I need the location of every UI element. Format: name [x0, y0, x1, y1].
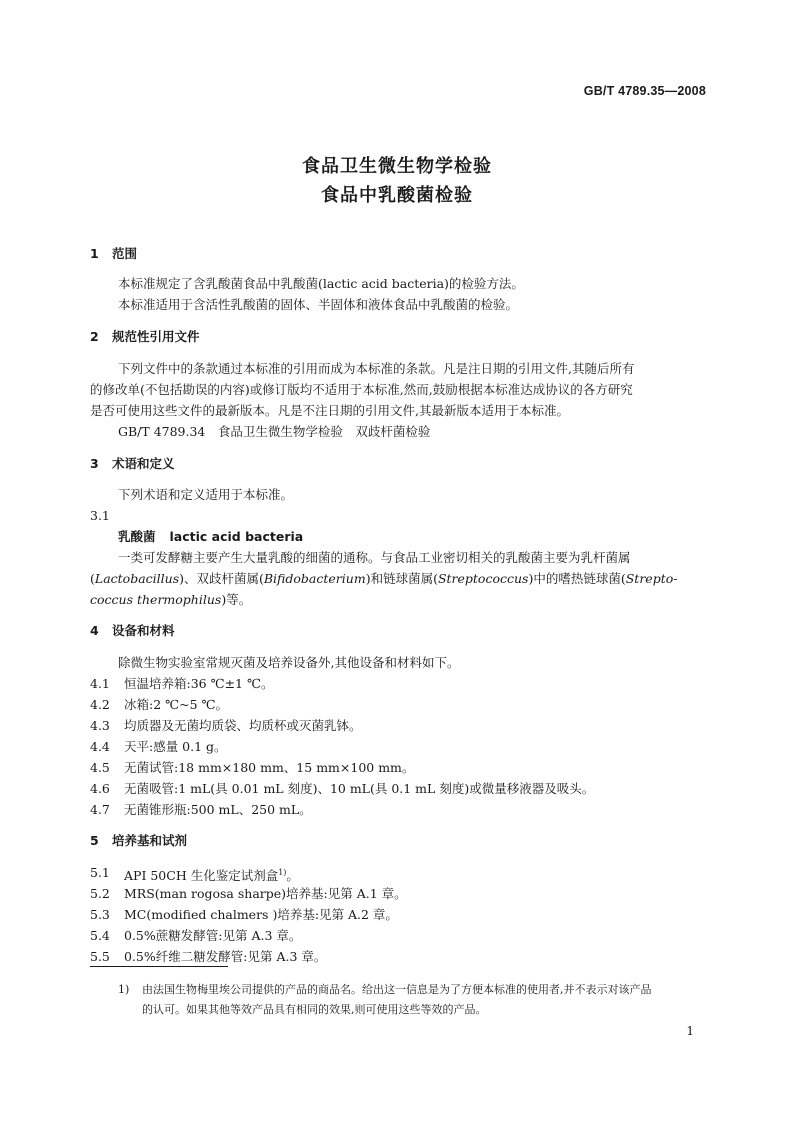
footnote-line: 的认可。如果其他等效产品具有相同的效果,则可使用这些等效的产品。	[142, 1003, 487, 1016]
item-text: 无菌试管:18 mm×180 mm、15 mm×100 mm。	[124, 760, 415, 775]
item-number: 5.5	[90, 949, 110, 964]
section-number: 2	[90, 329, 99, 344]
section-number: 1	[90, 246, 99, 261]
text: (	[90, 571, 95, 586]
section-title: 术语和定义	[112, 456, 175, 471]
item-text-tail: 。	[286, 868, 299, 883]
item-number: 5.2	[90, 886, 110, 901]
item-text: 0.5%蔗糖发酵管:见第 A.3 章。	[124, 928, 302, 943]
genus-name: Bifidobacterium	[263, 571, 366, 586]
paragraph-line: 下列文件中的条款通过本标准的引用而成为本标准的条款。凡是注日期的引用文件,其随后所有	[118, 361, 635, 376]
species-name: Strepto-	[625, 571, 678, 586]
species-name: coccus thermophilus	[90, 592, 222, 607]
section-title: 设备和材料	[112, 623, 175, 638]
item-text: 0.5%纤维二糖发酵管:见第 A.3 章。	[124, 949, 327, 964]
text: )、双歧杆菌属(	[179, 571, 264, 586]
item-text: 天平:感量 0.1 g。	[124, 739, 227, 754]
item-number: 4.4	[90, 739, 110, 754]
footnote-mark: 1)	[118, 983, 130, 996]
section-number: 4	[90, 623, 99, 638]
document-title-line1: 食品卫生微生物学检验	[302, 156, 492, 177]
item-text: 均质器及无菌均质袋、均质杯或灭菌乳钵。	[124, 718, 362, 733]
footnote-reference[interactable]: 1)	[278, 868, 287, 877]
paragraph-line: 的修改单(不包括勘误的内容)或修订版均不适用于本标准,然而,鼓励根据本标准达成协议的各方研究	[90, 382, 633, 397]
section-number: 5	[90, 833, 99, 848]
section-title: 规范性引用文件	[112, 329, 200, 344]
page-number: 1	[686, 1024, 694, 1038]
section-title: 培养基和试剂	[112, 833, 188, 848]
subclause-number: 3.1	[90, 508, 110, 523]
document-title-line2: 食品中乳酸菌检验	[321, 185, 473, 206]
term-chinese: 乳酸菌	[118, 529, 156, 544]
paragraph-line: 是否可使用这些文件的最新版本。凡是不注日期的引用文件,其最新版本适用于本标准。	[90, 403, 569, 418]
paragraph: 下列术语和定义适用于本标准。	[118, 487, 294, 502]
item-text: 恒温培养箱:36 ℃±1 ℃。	[124, 676, 274, 691]
normative-reference: GB/T 4789.34 食品卫生微生物学检验 双歧杆菌检验	[118, 424, 431, 439]
item-number: 5.1	[90, 865, 110, 880]
term-english: lactic acid bacteria	[169, 529, 304, 544]
item-number: 4.2	[90, 697, 110, 712]
genus-name: Lactobacillus	[94, 571, 180, 586]
text: )和链球菌属(	[365, 571, 438, 586]
item-text: 冰箱:2 ℃~5 ℃。	[124, 697, 229, 712]
definition-line	[90, 592, 251, 608]
section-title: 范围	[112, 246, 138, 261]
item-text: MRS(man rogosa sharpe)培养基:见第 A.1 章。	[124, 886, 407, 901]
footnote-separator	[90, 966, 228, 967]
genus-name: Streptococcus	[437, 571, 529, 586]
item-number: 4.1	[90, 676, 110, 691]
section-number: 3	[90, 456, 99, 471]
paragraph: 本标准适用于含活性乳酸菌的固体、半固体和液体食品中乳酸菌的检验。	[118, 297, 519, 312]
paragraph: 本标准规定了含乳酸菌食品中乳酸菌(lactic acid bacteria)的检验方法。	[118, 276, 524, 291]
item-number: 4.7	[90, 802, 110, 817]
item-number: 5.4	[90, 928, 110, 943]
item-text: 无菌锥形瓶:500 mL、250 mL。	[124, 802, 312, 817]
standard-code: GB/T 4789.35—2008	[583, 84, 706, 98]
item-text: 无菌吸管:1 mL(具 0.01 mL 刻度)、10 mL(具 0.1 mL 刻度)或微量移液器及吸头。	[124, 781, 595, 796]
item-text	[124, 865, 299, 884]
item-text: MC(modified chalmers )培养基:见第 A.2 章。	[124, 907, 398, 922]
paragraph: 除微生物实验室常规灭菌及培养设备外,其他设备和材料如下。	[118, 655, 460, 670]
definition-line	[90, 571, 677, 587]
item-number: 4.5	[90, 760, 110, 775]
text: )中的嗜热链球菌(	[528, 571, 626, 586]
item-number: 4.3	[90, 718, 110, 733]
definition-line: 一类可发酵糖主要产生大量乳酸的细菌的通称。与食品工业密切相关的乳酸菌主要为乳杆菌属	[118, 550, 631, 565]
term-entry	[118, 529, 303, 545]
item-number: 4.6	[90, 781, 110, 796]
item-number: 5.3	[90, 907, 110, 922]
footnote-line: 由法国生物梅里埃公司提供的产品的商品名。给出这一信息是为了方便本标准的使用者,并不表示对该产品	[142, 983, 652, 996]
text: )等。	[221, 592, 252, 607]
item-text-main: API 50CH 生化鉴定试剂盒	[124, 868, 279, 883]
